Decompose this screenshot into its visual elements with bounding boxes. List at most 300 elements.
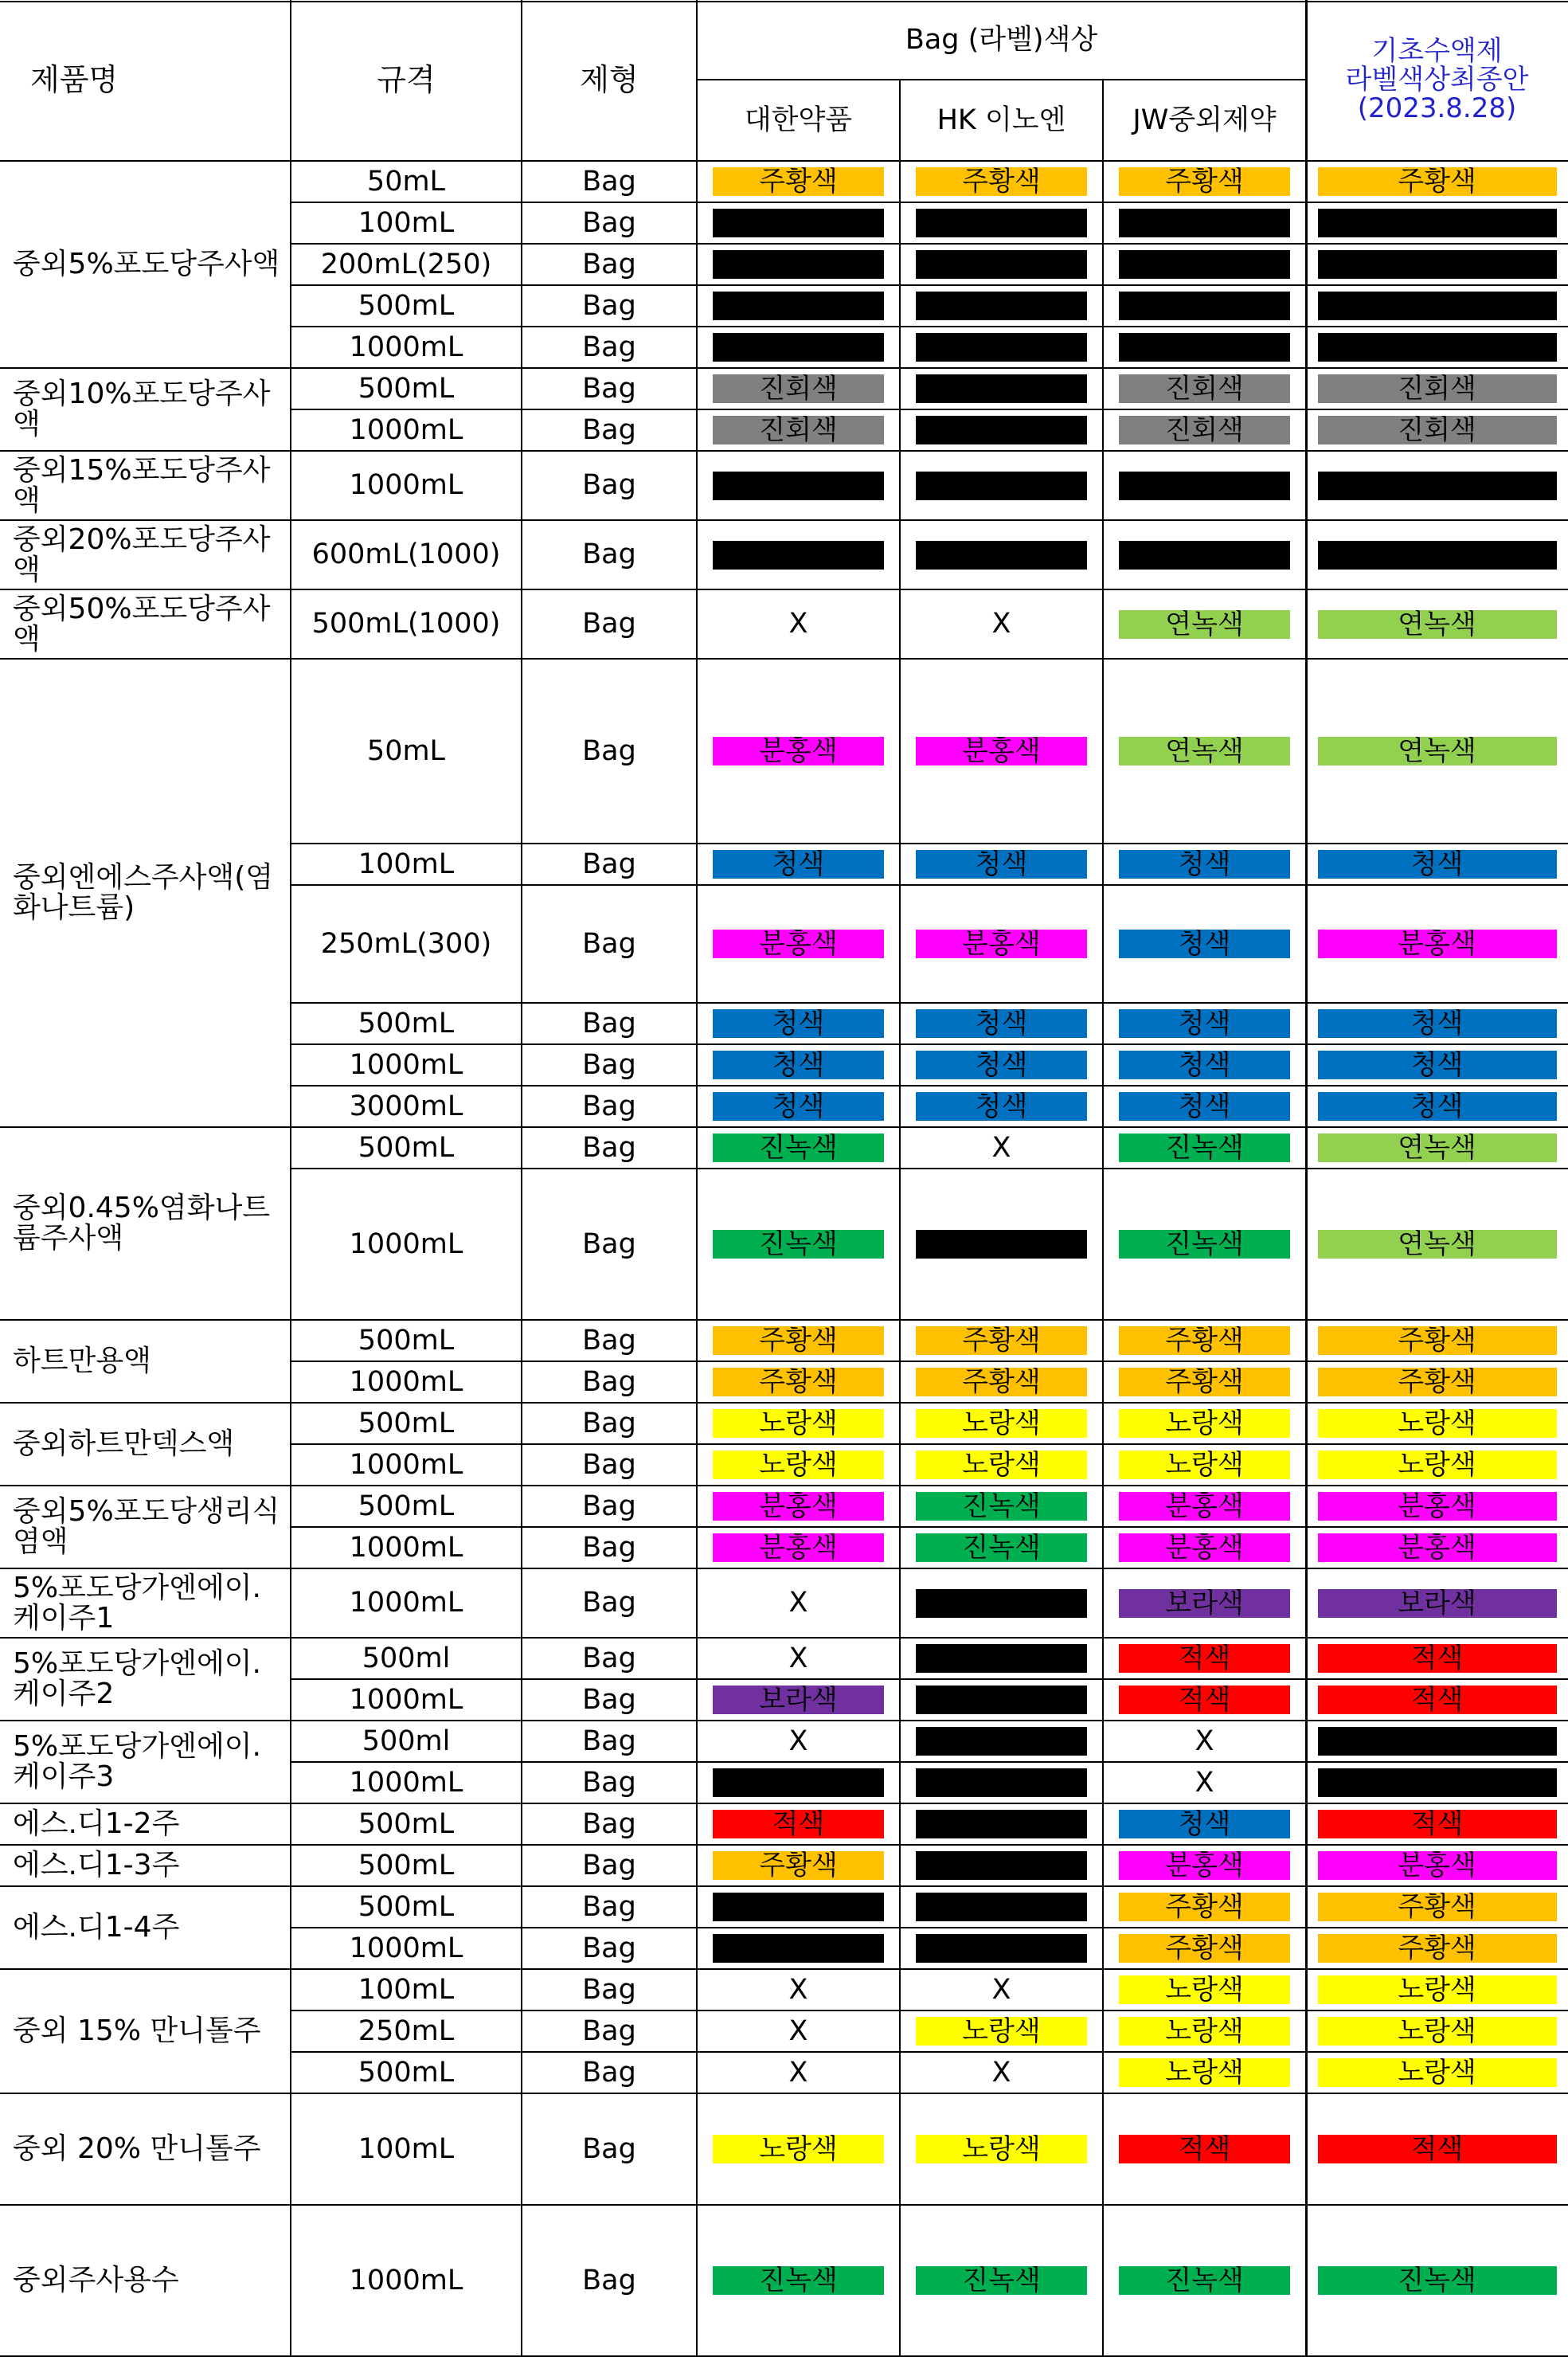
label-color-swatch: 흑색	[1318, 250, 1557, 279]
label-color-swatch: 흑색	[713, 472, 884, 500]
label-color-swatch: 노랑색	[1119, 1409, 1290, 1438]
product-divider	[0, 1485, 1568, 1486]
label-color-swatch: 흑색	[916, 1686, 1087, 1714]
label-color-swatch: 보라색	[1318, 1589, 1557, 1618]
label-color-swatch: 청색	[1119, 1810, 1290, 1838]
header-final-proposal	[1306, 0, 1568, 161]
product-divider	[0, 1720, 1568, 1721]
product-name: 하트만용액	[13, 1345, 151, 1378]
form-cell: Bag	[582, 1131, 636, 1164]
label-color-swatch: 적색	[1318, 1644, 1557, 1673]
label-color-swatch: 흑색	[916, 374, 1087, 403]
form-cell: Bag	[582, 848, 636, 880]
label-color-swatch: 흑색	[1318, 1768, 1557, 1797]
header-bottom-border	[0, 160, 1568, 162]
label-color-swatch: 진녹색	[916, 1492, 1087, 1521]
label-color-swatch: 청색	[1119, 930, 1290, 958]
label-color-swatch: 연녹색	[1318, 737, 1557, 765]
spec-cell: 100mL	[358, 2132, 455, 2165]
label-color-swatch: 진녹색	[1119, 1133, 1290, 1162]
spec-cell: 1000mL	[349, 2264, 463, 2296]
form-cell: Bag	[582, 165, 636, 198]
label-color-swatch: 연녹색	[1318, 1133, 1557, 1162]
label-color-swatch: 분홍색	[1119, 1492, 1290, 1521]
table-top-border	[0, 1, 1568, 2]
spec-cell: 500mL	[358, 1490, 455, 1522]
row-divider	[291, 1443, 1568, 1445]
row-divider	[291, 1002, 1568, 1004]
label-color-swatch: 노랑색	[916, 1409, 1087, 1438]
spec-cell: 1000mL	[349, 1683, 463, 1716]
form-cell: Bag	[582, 1849, 636, 1881]
form-cell: Bag	[582, 1365, 636, 1398]
label-color-swatch: 흑색	[916, 416, 1087, 444]
label-color-swatch: 흑색	[713, 250, 884, 279]
label-color-swatch: 진녹색	[713, 1133, 884, 1162]
header-form: 제형	[580, 62, 639, 98]
label-color-swatch: 적색	[713, 1810, 884, 1838]
form-cell: Bag	[582, 1090, 636, 1122]
label-color-swatch: 흑색	[916, 1934, 1087, 1963]
row-divider	[291, 202, 1568, 203]
label-color-swatch: 주황색	[1318, 1368, 1557, 1396]
label-color-swatch: 흑색	[916, 1644, 1087, 1673]
column-divider	[899, 80, 901, 2356]
label-color-swatch: 분홍색	[1119, 1851, 1290, 1880]
spec-cell: 500mL	[358, 1407, 455, 1439]
not-applicable-mark: X	[788, 1642, 808, 1674]
label-color-swatch: 주황색	[1119, 1893, 1290, 1921]
label-color-swatch: 청색	[713, 850, 884, 879]
label-color-swatch: 청색	[916, 1092, 1087, 1121]
label-color-swatch: 진회색	[713, 374, 884, 403]
row-divider	[291, 2010, 1568, 2011]
spec-cell: 1000mL	[349, 1365, 463, 1398]
label-color-swatch: 노랑색	[916, 2017, 1087, 2046]
row-divider	[291, 1361, 1568, 1362]
row-divider	[291, 1526, 1568, 1528]
form-cell: Bag	[582, 1973, 636, 2006]
label-color-swatch: 청색	[916, 1009, 1087, 1038]
spec-cell: 100mL	[358, 848, 455, 880]
label-color-swatch: 흑색	[916, 472, 1087, 500]
form-cell: Bag	[582, 1324, 636, 1357]
not-applicable-mark: X	[788, 1587, 808, 1619]
label-color-swatch: 청색	[1318, 1092, 1557, 1121]
spec-cell: 1000mL	[349, 331, 463, 363]
product-name: 중외50%포도당주사액	[13, 592, 271, 656]
label-color-swatch: 노랑색	[1318, 1409, 1557, 1438]
label-color-swatch: 흑색	[1318, 1727, 1557, 1756]
label-color-swatch: 노랑색	[916, 1451, 1087, 1479]
spec-cell: 200mL(250)	[320, 248, 492, 280]
spec-cell: 500mL	[358, 1324, 455, 1357]
label-color-swatch: 흑색	[916, 1810, 1087, 1838]
label-color-swatch: 흑색	[916, 1768, 1087, 1797]
label-color-swatch: 청색	[1119, 1009, 1290, 1038]
product-divider	[0, 1126, 1568, 1128]
column-divider	[1102, 80, 1104, 2356]
product-divider	[0, 1568, 1568, 1569]
header-subdivider	[697, 79, 1306, 80]
form-cell: Bag	[582, 2014, 636, 2047]
product-name: 5%포도당가엔에이.케이주1	[13, 1571, 261, 1635]
product-name: 중외5%포도당생리식염액	[13, 1495, 280, 1558]
product-name: 5%포도당가엔에이.케이주3	[13, 1730, 261, 1793]
product-name: 5%포도당가엔에이.케이주2	[13, 1647, 261, 1710]
row-divider	[291, 1168, 1568, 1169]
product-name: 중외20%포도당주사액	[13, 523, 271, 586]
label-color-swatch: 분홍색	[1318, 930, 1557, 958]
label-color-swatch: 흑색	[1119, 333, 1290, 362]
header-product: 제품명	[30, 62, 119, 98]
form-cell: Bag	[582, 372, 636, 405]
product-name: 에스.디1-4주	[13, 1911, 180, 1944]
form-cell: Bag	[582, 538, 636, 571]
form-cell: Bag	[582, 1448, 636, 1481]
label-color-swatch: 주황색	[1119, 1934, 1290, 1963]
label-color-swatch: 분홍색	[713, 1533, 884, 1562]
spec-cell: 50mL	[366, 734, 446, 767]
spec-cell: 500mL	[358, 1007, 455, 1040]
spec-cell: 500mL	[358, 1807, 455, 1840]
label-color-swatch: 흑색	[1119, 541, 1290, 570]
form-cell: Bag	[582, 2056, 636, 2089]
label-color-swatch: 주황색	[713, 1851, 884, 1880]
form-cell: Bag	[582, 206, 636, 239]
label-color-swatch: 분홍색	[1318, 1533, 1557, 1562]
label-color-swatch: 흑색	[916, 333, 1087, 362]
label-color-swatch: 청색	[916, 1051, 1087, 1079]
product-divider	[0, 1319, 1568, 1321]
form-cell: Bag	[582, 1890, 636, 1923]
label-color-swatch: 분홍색	[916, 737, 1087, 765]
product-name: 중외 15% 만니톨주	[13, 2014, 261, 2048]
form-cell: Bag	[582, 248, 636, 280]
form-cell: Bag	[582, 1642, 636, 1674]
label-color-swatch: 진녹색	[1119, 2266, 1290, 2295]
label-color-swatch: 주황색	[1318, 167, 1557, 196]
form-cell: Bag	[582, 1407, 636, 1439]
label-color-swatch: 주황색	[713, 1368, 884, 1396]
label-color-swatch: 주황색	[713, 1326, 884, 1355]
label-color-swatch: 진녹색	[916, 2266, 1087, 2295]
product-name: 중외주사용수	[13, 2264, 179, 2297]
header-company-hk-inno-n: HK 이노엔	[936, 104, 1066, 136]
form-cell: Bag	[582, 608, 636, 640]
label-color-swatch: 청색	[1318, 1051, 1557, 1079]
label-color-swatch: 주황색	[1318, 1893, 1557, 1921]
product-name: 중외하트만덱스액	[13, 1427, 235, 1461]
label-color-swatch: 흑색	[713, 1768, 884, 1797]
form-cell: Bag	[582, 734, 636, 767]
label-color-swatch: 흑색	[713, 209, 884, 237]
not-applicable-mark: X	[1195, 1766, 1214, 1799]
form-cell: Bag	[582, 2264, 636, 2296]
label-color-swatch: 보라색	[713, 1686, 884, 1714]
spec-cell: 500mL	[358, 1131, 455, 1164]
label-color-swatch: 흑색	[1119, 250, 1290, 279]
label-color-swatch: 주황색	[916, 1326, 1087, 1355]
label-color-swatch: 주황색	[916, 1368, 1087, 1396]
spec-cell: 500mL	[358, 1890, 455, 1923]
form-cell: Bag	[582, 289, 636, 322]
label-color-swatch: 진회색	[1119, 416, 1290, 444]
spec-cell: 500ml	[362, 1642, 451, 1674]
label-color-swatch: 적색	[1318, 1810, 1557, 1838]
label-color-swatch: 적색	[1318, 1686, 1557, 1714]
product-divider	[0, 1844, 1568, 1846]
spec-cell: 1000mL	[349, 1048, 463, 1081]
final-column-divider	[1305, 0, 1308, 2356]
label-color-swatch: 흑색	[713, 292, 884, 320]
label-color-swatch: 분홍색	[1318, 1851, 1557, 1880]
row-divider	[291, 1761, 1568, 1763]
product-divider	[0, 589, 1568, 590]
label-color-swatch: 노랑색	[916, 2135, 1087, 2163]
label-color-swatch: 흑색	[1119, 472, 1290, 500]
spec-cell: 500mL	[358, 372, 455, 405]
spec-cell: 500mL	[358, 289, 455, 322]
label-color-swatch: 노랑색	[1119, 2058, 1290, 2087]
label-color-swatch: 청색	[1119, 850, 1290, 879]
label-color-swatch: 흑색	[1119, 292, 1290, 320]
header-bag-label-color: Bag (라벨)색상	[905, 23, 1098, 56]
column-divider	[521, 0, 522, 2356]
label-color-swatch: 연녹색	[1119, 737, 1290, 765]
label-color-swatch: 청색	[713, 1051, 884, 1079]
row-divider	[291, 2051, 1568, 2053]
product-name: 중외15%포도당주사액	[13, 453, 271, 517]
product-name: 중외10%포도당주사액	[13, 378, 271, 440]
label-color-swatch: 노랑색	[1318, 2058, 1557, 2087]
column-divider	[290, 0, 291, 2356]
label-color-swatch: 흑색	[713, 541, 884, 570]
label-color-swatch: 청색	[1119, 1051, 1290, 1079]
product-name: 에스.디1-3주	[13, 1849, 180, 1882]
not-applicable-mark: X	[991, 1131, 1011, 1164]
label-color-swatch: 청색	[916, 850, 1087, 879]
row-divider	[291, 409, 1568, 410]
spec-cell: 100mL	[358, 206, 455, 239]
label-color-swatch: 진회색	[1318, 374, 1557, 403]
label-color-swatch: 분홍색	[916, 930, 1087, 958]
label-color-swatch: 적색	[1119, 1644, 1290, 1673]
spec-cell: 600mL(1000)	[311, 538, 501, 571]
not-applicable-mark: X	[788, 2056, 808, 2089]
product-divider	[0, 367, 1568, 369]
label-color-swatch: 청색	[713, 1009, 884, 1038]
label-color-swatch: 분홍색	[713, 930, 884, 958]
not-applicable-mark: X	[788, 1973, 808, 2006]
label-color-swatch: 주황색	[1119, 1368, 1290, 1396]
spec-cell: 250mL(300)	[320, 927, 492, 960]
row-divider	[291, 884, 1568, 886]
label-color-swatch: 흑색	[916, 1230, 1087, 1259]
label-color-swatch: 노랑색	[1119, 1451, 1290, 1479]
form-cell: Bag	[582, 1725, 636, 1757]
spec-cell: 250mL	[358, 2014, 455, 2047]
spec-cell: 500mL	[358, 1849, 455, 1881]
label-color-swatch: 노랑색	[1318, 1975, 1557, 2004]
label-color-swatch: 주황색	[1318, 1934, 1557, 1963]
header-spec: 규격	[377, 62, 436, 98]
header-company-jw: JW중외제약	[1132, 104, 1277, 136]
label-color-swatch: 적색	[1318, 2135, 1557, 2163]
label-color-swatch: 흑색	[916, 250, 1087, 279]
label-color-swatch: 흑색	[1318, 209, 1557, 237]
product-name: 중외엔에스주사액(염화나트륨)	[13, 861, 274, 924]
not-applicable-mark: X	[788, 1725, 808, 1757]
label-color-swatch: 노랑색	[1318, 2017, 1557, 2046]
spec-cell: 100mL	[358, 1973, 455, 2006]
label-color-swatch: 흑색	[1318, 333, 1557, 362]
spec-cell: 1000mL	[349, 1227, 463, 1260]
form-cell: Bag	[582, 331, 636, 363]
not-applicable-mark: X	[788, 608, 808, 640]
product-divider	[0, 1803, 1568, 1804]
row-divider	[291, 326, 1568, 327]
row-divider	[291, 284, 1568, 286]
row-divider	[291, 1927, 1568, 1928]
label-color-swatch: 청색	[1119, 1092, 1290, 1121]
label-color-swatch: 흑색	[1318, 292, 1557, 320]
form-cell: Bag	[582, 2132, 636, 2165]
spec-cell: 500ml	[362, 1725, 451, 1757]
product-name: 에스.디1-2주	[13, 1807, 180, 1841]
spec-cell: 500mL	[358, 2056, 455, 2089]
product-divider	[0, 2093, 1568, 2094]
form-cell: Bag	[582, 1007, 636, 1040]
product-divider	[0, 519, 1568, 521]
label-color-swatch: 진녹색	[713, 1230, 884, 1259]
spec-cell: 1000mL	[349, 1448, 463, 1481]
product-divider	[0, 450, 1568, 452]
label-color-swatch: 흑색	[916, 1589, 1087, 1618]
header-final-line1: 기초수액제	[1371, 35, 1503, 68]
label-color-swatch: 노랑색	[1318, 1451, 1557, 1479]
form-cell: Bag	[582, 1766, 636, 1799]
label-color-swatch: 진녹색	[916, 1533, 1087, 1562]
label-color-swatch: 연녹색	[1318, 1230, 1557, 1259]
form-cell: Bag	[582, 1587, 636, 1619]
not-applicable-mark: X	[991, 2056, 1011, 2089]
label-color-swatch: 분홍색	[713, 737, 884, 765]
label-color-swatch: 진녹색	[1119, 1230, 1290, 1259]
form-cell: Bag	[582, 1807, 636, 1840]
label-color-swatch: 주황색	[713, 167, 884, 196]
spec-cell: 500mL(1000)	[311, 608, 501, 640]
not-applicable-mark: X	[788, 2014, 808, 2047]
form-cell: Bag	[582, 1048, 636, 1081]
label-color-swatch: 진회색	[1119, 374, 1290, 403]
label-color-swatch: 분홍색	[713, 1492, 884, 1521]
label-color-swatch: 청색	[713, 1092, 884, 1121]
spec-cell: 3000mL	[349, 1090, 463, 1122]
label-color-swatch: 흑색	[1318, 541, 1557, 570]
label-color-swatch: 흑색	[713, 333, 884, 362]
label-color-swatch: 보라색	[1119, 1589, 1290, 1618]
spec-cell: 1000mL	[349, 1587, 463, 1619]
label-color-swatch: 적색	[1119, 2135, 1290, 2163]
spec-cell: 1000mL	[349, 413, 463, 446]
header-company-daehan: 대한약품	[744, 104, 853, 136]
product-divider	[0, 2204, 1568, 2206]
product-divider	[0, 1968, 1568, 1970]
form-cell: Bag	[582, 469, 636, 502]
label-color-swatch: 흑색	[916, 541, 1087, 570]
product-name: 중외 20% 만니톨주	[13, 2132, 261, 2166]
form-cell: Bag	[582, 1932, 636, 1964]
label-color-swatch: 청색	[1318, 1009, 1557, 1038]
header-final-line2: 라벨색상최종안	[1345, 64, 1529, 96]
label-color-swatch: 흑색	[1119, 209, 1290, 237]
spec-cell: 1000mL	[349, 1766, 463, 1799]
product-divider	[0, 1885, 1568, 1887]
form-cell: Bag	[582, 1227, 636, 1260]
label-color-swatch: 흑색	[1318, 472, 1557, 500]
product-name: 중외0.45%염화나트륨주사액	[13, 1192, 271, 1255]
label-color-swatch: 분홍색	[1119, 1533, 1290, 1562]
label-color-swatch: 진회색	[713, 416, 884, 444]
label-color-swatch: 흑색	[916, 1727, 1087, 1756]
form-cell: Bag	[582, 1531, 636, 1564]
label-color-swatch: 흑색	[916, 1851, 1087, 1880]
column-divider	[696, 0, 698, 2356]
product-divider	[0, 1402, 1568, 1404]
row-divider	[291, 1678, 1568, 1680]
label-color-swatch: 흑색	[916, 209, 1087, 237]
label-color-swatch: 진회색	[1318, 416, 1557, 444]
not-applicable-mark: X	[991, 1973, 1011, 2006]
label-color-swatch: 연녹색	[1119, 610, 1290, 639]
not-applicable-mark: X	[991, 608, 1011, 640]
spec-cell: 50mL	[366, 165, 446, 198]
label-color-swatch: 주황색	[916, 167, 1087, 196]
row-divider	[291, 243, 1568, 245]
label-color-swatch: 적색	[1119, 1686, 1290, 1714]
not-applicable-mark: X	[1195, 1725, 1214, 1757]
label-color-swatch: 흑색	[713, 1893, 884, 1921]
label-color-swatch: 주황색	[1318, 1326, 1557, 1355]
form-cell: Bag	[582, 1490, 636, 1522]
row-divider	[291, 843, 1568, 844]
label-color-swatch: 흑색	[916, 1893, 1087, 1921]
label-color-swatch: 청색	[1318, 850, 1557, 879]
product-divider	[0, 1637, 1568, 1639]
spec-cell: 1000mL	[349, 469, 463, 502]
label-color-swatch: 분홍색	[1318, 1492, 1557, 1521]
label-color-swatch: 노랑색	[1119, 1975, 1290, 2004]
form-cell: Bag	[582, 927, 636, 960]
form-cell: Bag	[582, 413, 636, 446]
label-color-swatch: 노랑색	[713, 2135, 884, 2163]
header-final-line3: (2023.8.28)	[1357, 92, 1517, 124]
spec-cell: 1000mL	[349, 1531, 463, 1564]
product-name: 중외5%포도당주사액	[13, 248, 280, 281]
label-color-swatch: 주황색	[1119, 167, 1290, 196]
label-color-swatch: 노랑색	[1119, 2017, 1290, 2046]
row-divider	[291, 1085, 1568, 1086]
row-divider	[291, 1043, 1568, 1045]
label-color-swatch: 노랑색	[713, 1451, 884, 1479]
product-divider	[0, 658, 1568, 660]
label-color-swatch: 흑색	[713, 1934, 884, 1963]
label-color-swatch: 주황색	[1119, 1326, 1290, 1355]
label-color-swatch: 진녹색	[1318, 2266, 1557, 2295]
spec-cell: 1000mL	[349, 1932, 463, 1964]
label-color-swatch: 흑색	[916, 292, 1087, 320]
